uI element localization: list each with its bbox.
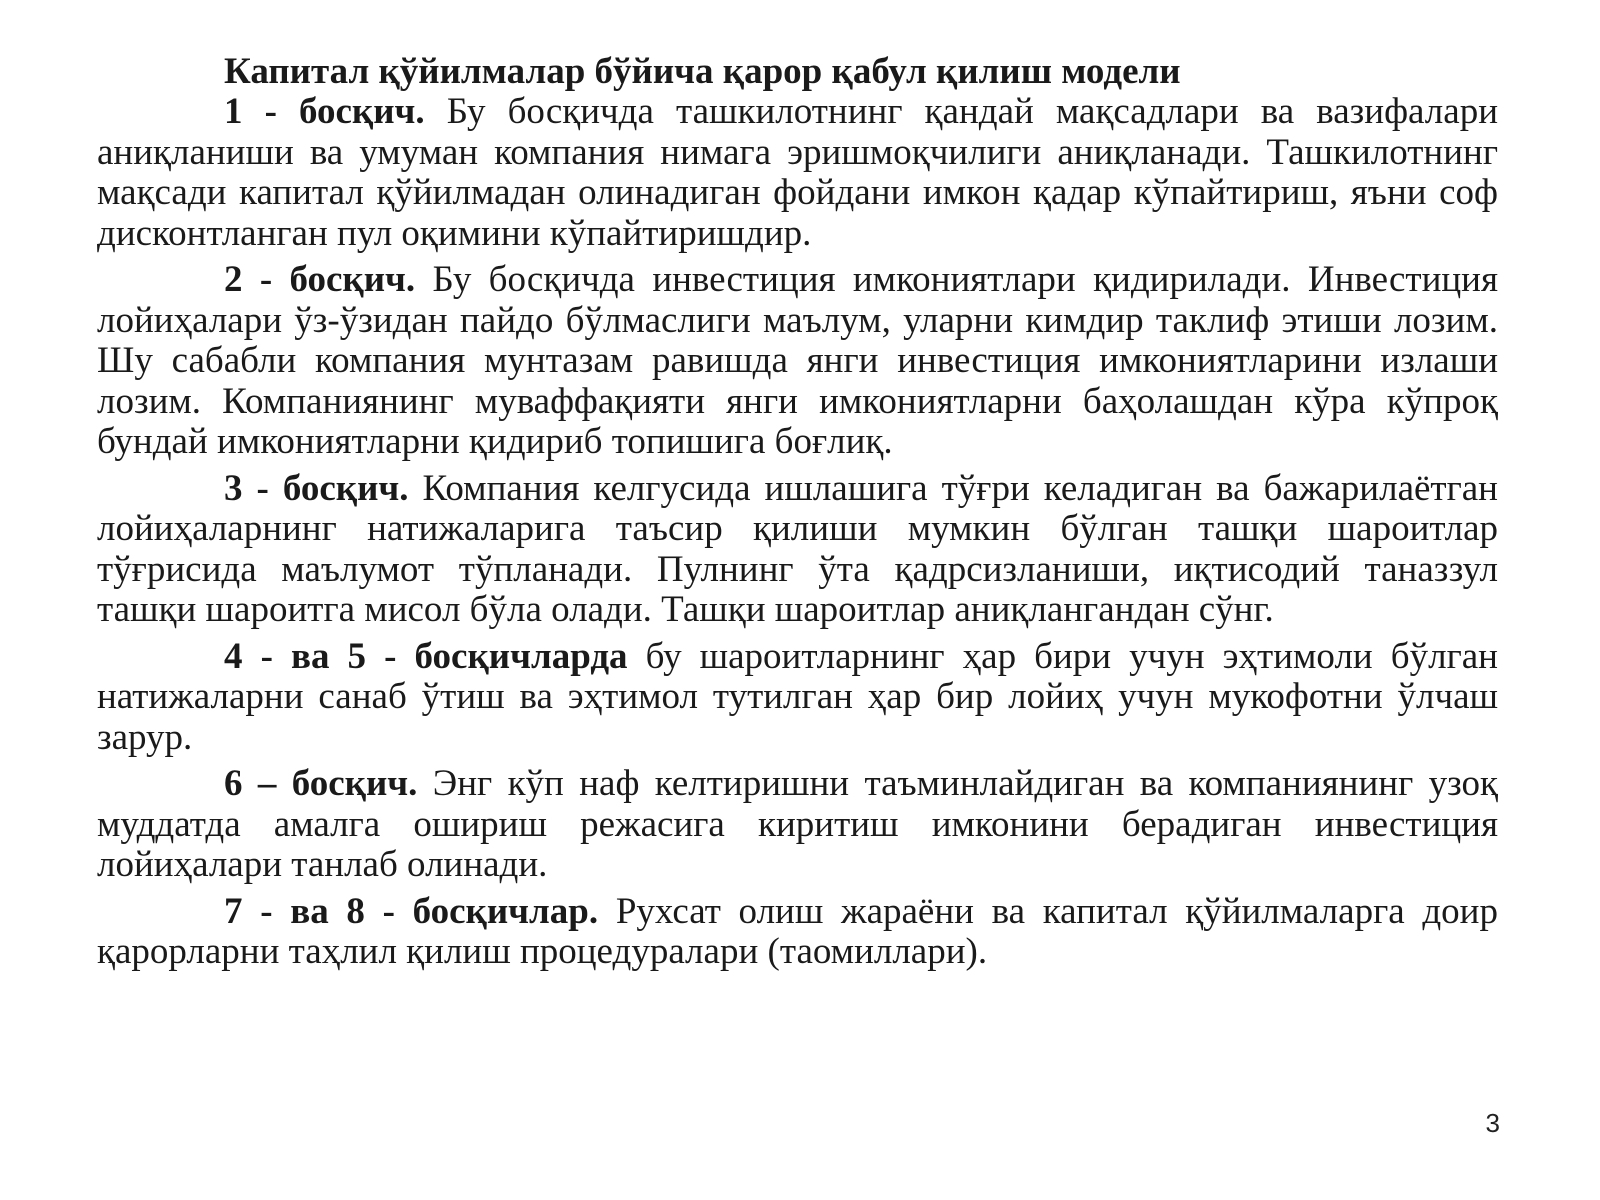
step-2-lead: 2 - босқич.	[224, 259, 416, 300]
document-title: Капитал қўйилмалар бўйича қарор қабул қилиш модели	[224, 51, 1181, 92]
page-number: 3	[1485, 1108, 1500, 1138]
paragraph-step-1	[97, 92, 1498, 254]
step-7-8-lead: 7 - ва 8 - босқичлар.	[224, 890, 599, 932]
step-3-lead: 3 - босқич.	[224, 467, 409, 509]
step-6-lead: 6 – босқич.	[224, 763, 418, 804]
step-1-text: Бу босқичда ташкилотнинг қандай мақсадлари ва вазифалари аниқланиши ва умуман компания нимага эришмоқчилиги аниқланади. Ташкилотнинг мақсади капитал қўйилмадан олинадиган фойдани имкон қадар кўпайтириш, яъни соф дисконтланган пул оқимини кўпайтиришдир.	[97, 91, 1498, 254]
paragraph-step-4-5	[97, 637, 1498, 759]
paragraph-step-2	[97, 260, 1498, 463]
step-4-5-text: бу шароитларнинг ҳар бири учун эҳтимоли бўлган натижаларни санаб ўтиш ва эҳтимол тутилган ҳар бир лойиҳ учун мукофотни ўлчаш зарур.	[97, 635, 1498, 758]
paragraph-step-6	[97, 764, 1498, 886]
step-2-text: Бу босқичда инвестиция имкониятлари қидирилади. Инвестиция лойиҳалари ўз-ўзидан пайдо бўлмаслиги маълум, уларни кимдир таклиф этиши лозим. Шу сабабли компания мунтазам равишда янги инвестиция имкониятларини излаши лозим. Компаниянинг муваффақияти янги имкониятларни баҳолашдан кўра кўпроқ бундай имкониятларни қидириб топишига боғлиқ.	[97, 259, 1498, 462]
step-1-lead: 1 - босқич.	[224, 91, 425, 132]
step-6-text: Энг кўп наф келтиришни таъминлайдиган ва компаниянинг узоқ муддатда амалга ошириш режасига киритиш имконини берадиган инвестиция лойиҳалари танлаб олинади.	[97, 763, 1498, 885]
paragraph-step-7-8	[97, 892, 1498, 973]
step-7-8-text: Рухсат олиш жараёни ва капитал қўйилмаларга доир қарорларни таҳлил қилиш процедуралари (таомиллари).	[97, 890, 1498, 972]
step-4-5-lead: 4 - ва 5 - босқичларда	[224, 635, 628, 677]
paragraph-step-3	[97, 469, 1498, 631]
step-3-text: Компания келгусида ишлашига тўғри келадиган ва бажарилаётган лойиҳаларнинг натижаларига таъсир қилиши мумкин бўлган ташқи шароитлар тўғрисида маълумот тўпланади. Пулнинг ўта қадрсизланиши, иқтисодий таназзул ташқи шароитга мисол бўла олади. Ташқи шароитлар аниқлангандан сўнг.	[97, 467, 1498, 630]
